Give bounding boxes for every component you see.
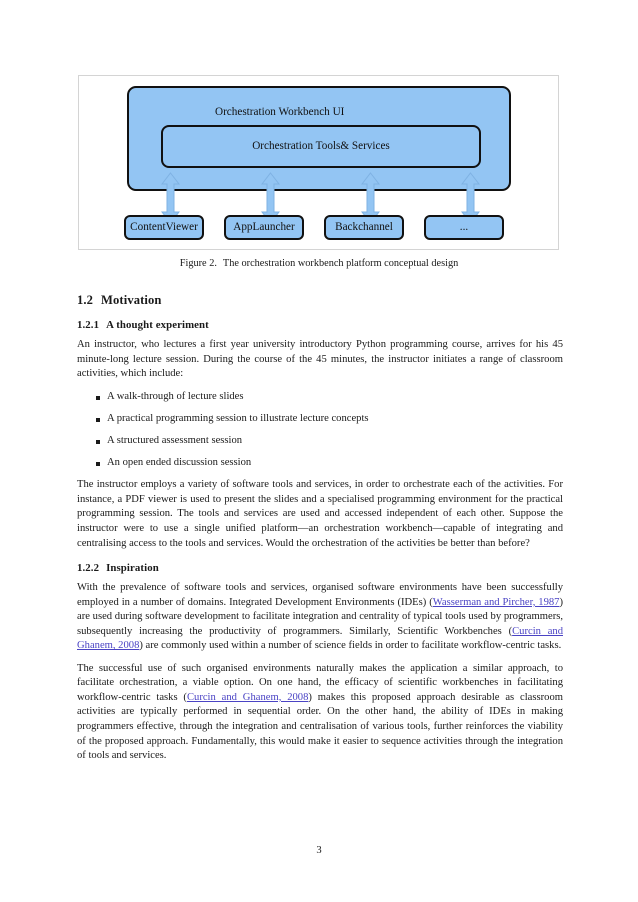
orchestration-workbench-ui-label: Orchestration Workbench UI	[215, 106, 345, 118]
bullet-square-icon	[96, 462, 100, 466]
component-box-ellipsis	[424, 215, 504, 240]
list-item	[77, 456, 563, 471]
component-box-contentviewer	[124, 215, 204, 240]
citation-curcin-ghanem-2008-a[interactable]: Curcin and Ghanem, 2008	[77, 625, 563, 652]
section-number-motivation: 1.2	[77, 293, 94, 307]
component-box-applauncher	[224, 215, 304, 240]
bullet-square-icon	[96, 396, 100, 400]
list-item-label: An open ended discussion session	[107, 456, 252, 468]
page-number: 3	[316, 845, 322, 856]
paragraph-thought-experiment-closing: The instructor employs a variety of software tools and services, in order to orchestrate each of the activities. For instance, a PDF viewer is used to present the slides and a specialised programming environment for the practical programming session. The tools and services are used and accessed independent of each other. Suppose the instructor were to use a single unified platform—an orchestration workbench—capable of integrating and centralising access to the tools and services. Would the orchestration of the activities be better than before?	[77, 479, 563, 549]
figure-caption	[0, 258, 638, 269]
component-label-contentviewer: ContentViewer	[130, 221, 198, 233]
document-body	[77, 293, 563, 764]
paragraph-inspiration-1-part-3: ) are commonly used within a number of science fields in order to facilitate workflow-centric tasks.	[139, 640, 562, 652]
paragraph-thought-experiment-intro: An instructor, who lectures a first year university introductory Python programming course, arrives for his 45 minute-long lecture session. During the course of the 45 minutes, the instructor initiates a range of classroom activities, which include:	[77, 339, 563, 380]
list-item	[77, 390, 563, 405]
paragraph-inspiration-1	[77, 581, 563, 654]
list-item-label: A structured assessment session	[107, 434, 243, 446]
list-item	[77, 412, 563, 427]
subsection-number-inspiration: 1.2.2	[77, 562, 100, 575]
paragraph-inspiration-2-part-1: The successful use of such organised environments naturally makes the application a similar approach, to facilitate orchestration, a viable option. On one hand, the efficacy of scientific workbenches in facilitating workflow-centric tasks (	[77, 662, 563, 703]
component-label-applauncher: AppLauncher	[233, 221, 295, 233]
paragraph-inspiration-1-part-2: ) are used during software development to facilitate integration and centrality of typical tools used by programmers, subsequently increasing the productivity of programmers. Similarly, Scientific Workbenches (	[77, 596, 564, 637]
citation-wasserman-pircher-1987[interactable]: Wasserman and Pircher, 1987	[432, 596, 560, 608]
paragraph-inspiration-2-part-2: ) makes this proposed approach desirable as classroom activities are typically performed in sequential order. On the other hand, the ability of IDEs in making programmers effective, through the integration and centralisation of various tools, further reinforces the viability of the proposed approach. Fundamentally, this would make it easier to sequence activities through the integration of tools and services.	[77, 691, 563, 762]
list-item-label: A practical programming session to illustrate lecture concepts	[107, 412, 369, 424]
list-item	[77, 434, 563, 449]
section-title-motivation: Motivation	[101, 293, 162, 307]
bullet-square-icon	[96, 440, 100, 444]
figure-2-container	[78, 75, 559, 250]
citation-curcin-ghanem-2008-b[interactable]: Curcin and Ghanem, 2008	[186, 691, 309, 703]
figure-caption-number: Figure 2.	[179, 258, 217, 269]
component-label-ellipsis: ...	[459, 221, 469, 233]
paragraph-inspiration-1-part-1: With the prevalence of software tools and services, organised software environments have been successfully employed in a number of domains. Integrated Development Environments (IDEs) (	[77, 582, 563, 608]
orchestration-workbench-ui-box	[127, 86, 511, 191]
subsection-title-thought-experiment: A thought experiment	[106, 319, 209, 331]
subsection-heading-thought-experiment	[77, 319, 563, 331]
activities-list	[77, 390, 563, 471]
component-box-backchannel	[324, 215, 404, 240]
component-label-backchannel: Backchannel	[335, 221, 393, 233]
list-item-label: A walk-through of lecture slides	[107, 390, 244, 402]
orchestration-tools-services-label: Orchestration Tools& Services	[252, 140, 390, 152]
subsection-title-inspiration: Inspiration	[106, 562, 159, 575]
bullet-square-icon	[96, 418, 100, 422]
figure-caption-text: The orchestration workbench platform conceptual design	[222, 258, 459, 269]
section-heading-motivation	[77, 293, 563, 308]
orchestration-tools-services-box	[161, 125, 481, 168]
subsection-number-thought-experiment: 1.2.1	[77, 319, 100, 331]
subsection-heading-inspiration	[77, 562, 563, 574]
paragraph-inspiration-2	[77, 662, 563, 764]
